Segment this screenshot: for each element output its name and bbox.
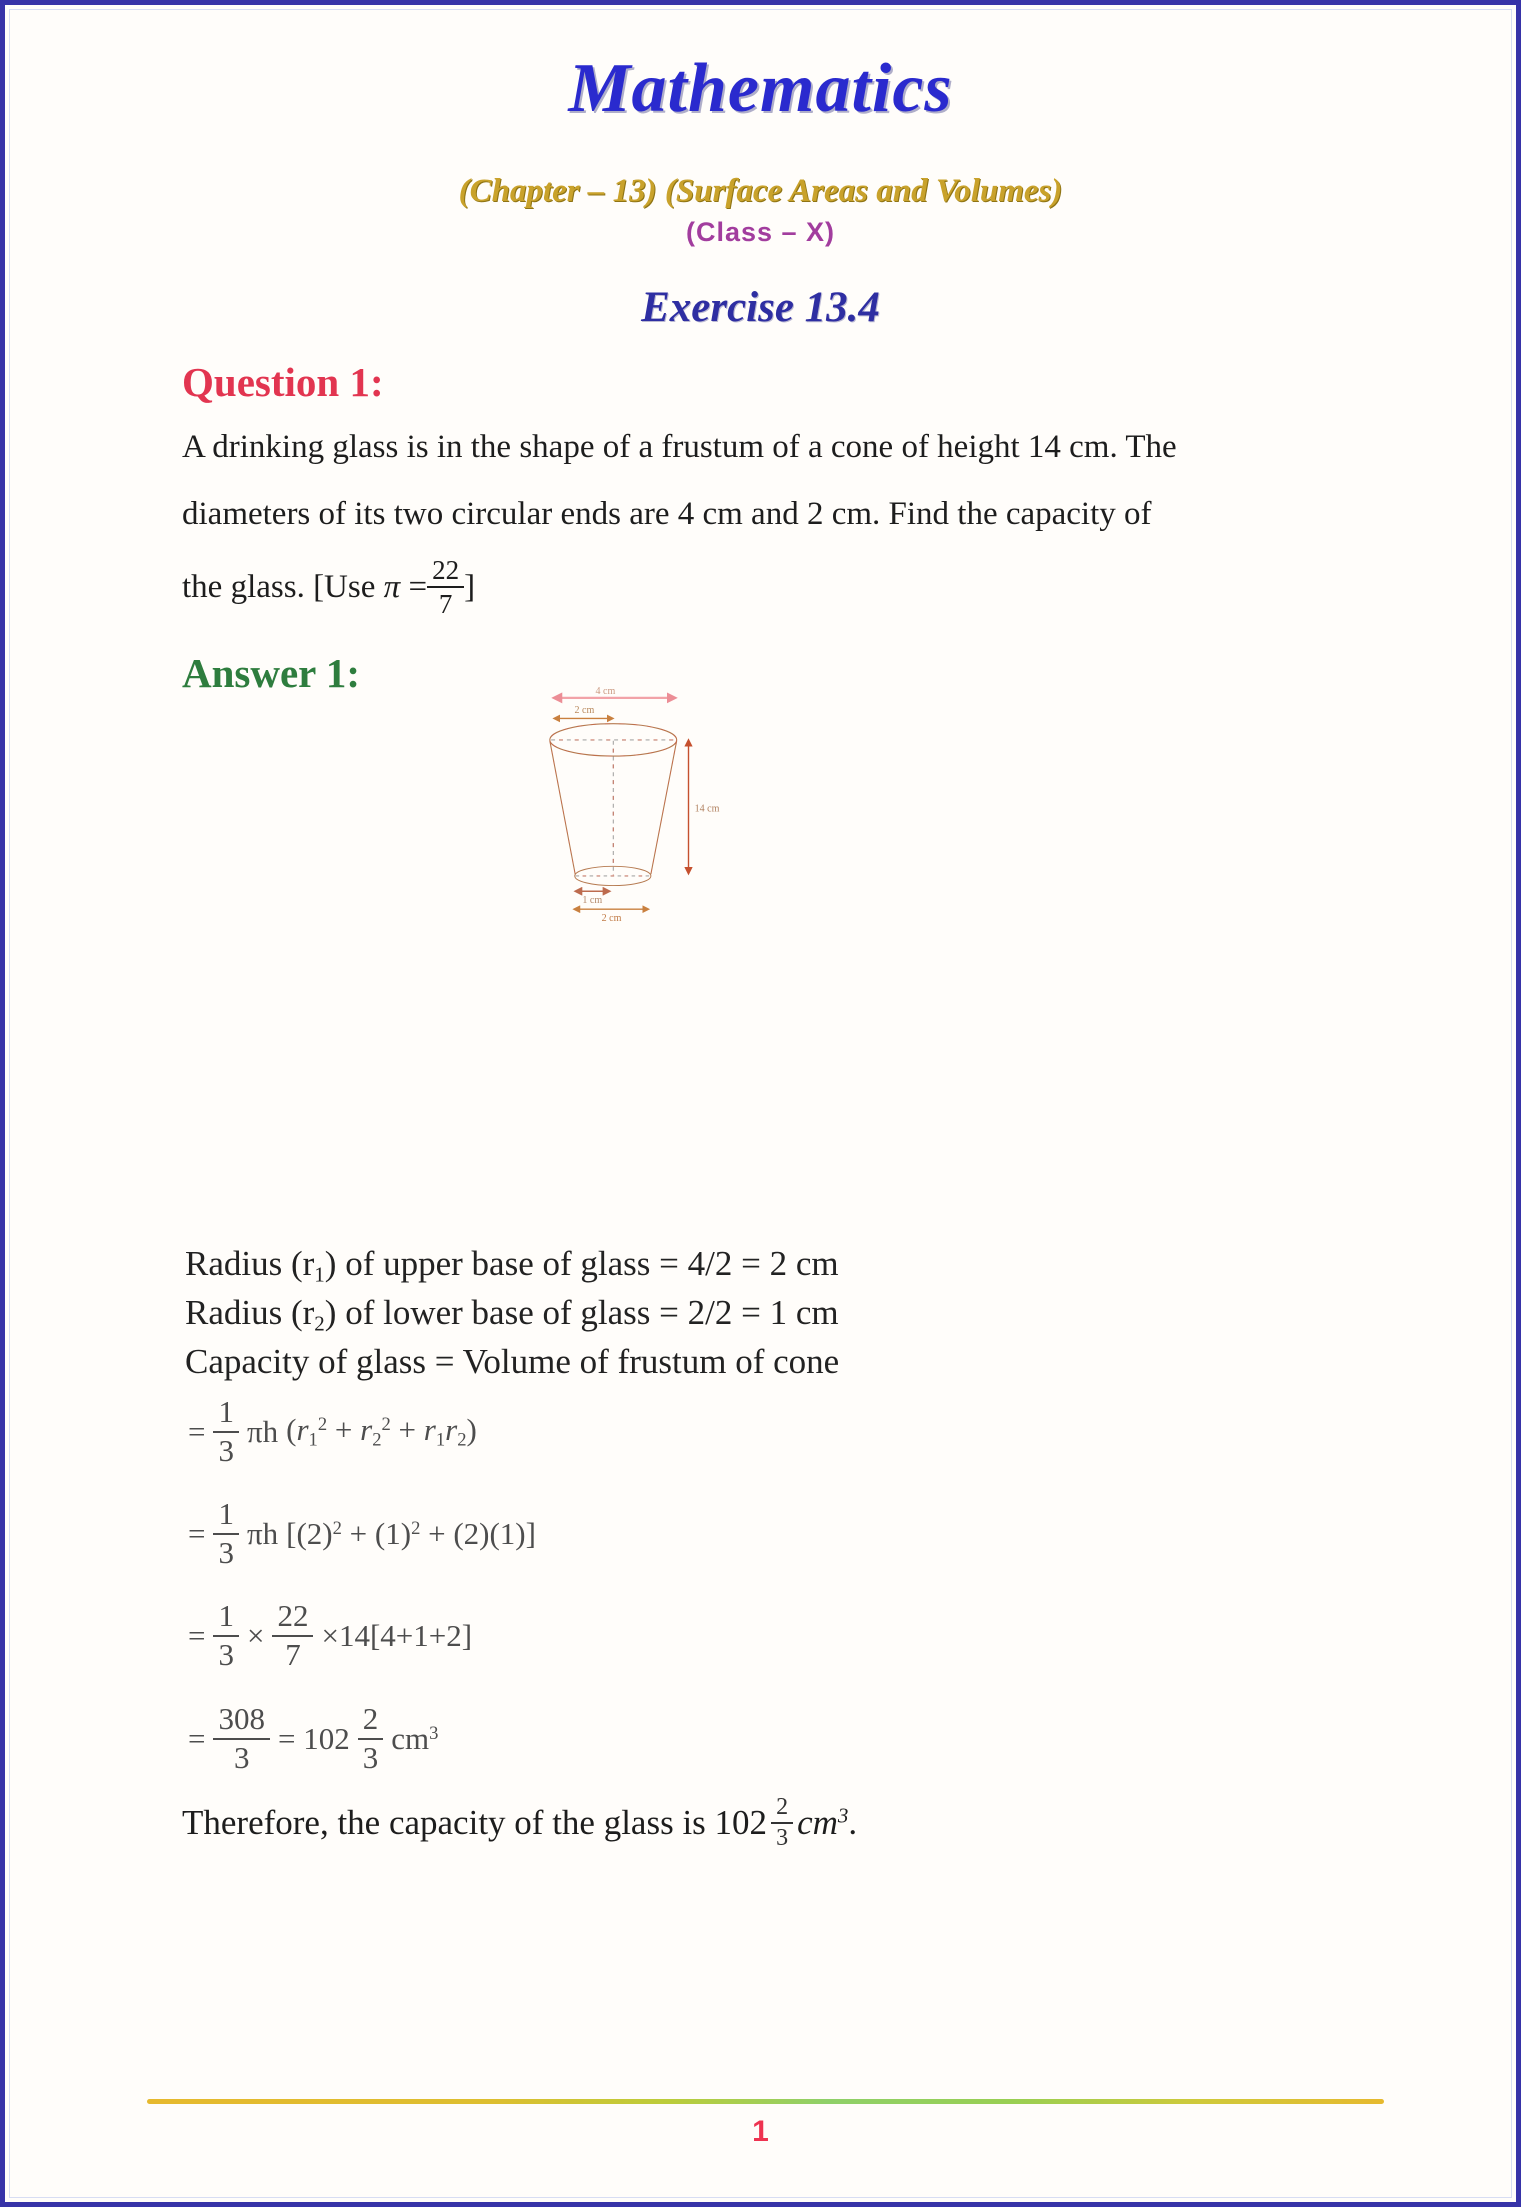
question-text-line-2: diameters of its two circular ends are 4 cm and 2 cm. Find the capacity of [182,496,1152,532]
equation-3-fraction-1-den: 3 [218,1636,234,1672]
equation-2-pih: πh [246,1515,279,1551]
solution-capacity-line: Capacity of glass = Volume of frustum of cone [185,1342,840,1381]
chapter-heading: (Chapter – 13) (Surface Areas and Volumes) [458,173,1063,209]
equation-1-equals: = [188,1413,206,1449]
equation-2-fraction-num: 1 [213,1498,239,1535]
close-bracket-text: ] [464,568,476,605]
page-number: 1 [752,2115,769,2148]
equation-3-fraction-2 [272,1600,313,1671]
equation-3-fraction-2-den: 7 [285,1636,301,1672]
equation-1 [188,1396,477,1467]
conclusion-fraction [771,1795,793,1851]
conclusion-text: Therefore, the capacity of the glass is 102 [182,1803,768,1843]
equation-4-equals: = [188,1720,206,1756]
conclusion-fraction-num: 2 [771,1795,793,1824]
equation-1-fraction [213,1396,239,1467]
equation-3-equals: = [188,1617,206,1653]
equation-2-fraction [213,1498,239,1569]
equation-3-tail: ×14[4+1+2] [321,1617,473,1653]
equation-4-fraction-2-den: 3 [362,1739,379,1775]
solution-radius1-line: Radius (r1) of upper base of glass = 4/2 = 2 cm [185,1244,839,1287]
solution-radius2-line: Radius (r2) of lower base of glass = 2/2 = 1 cm [185,1293,839,1336]
equation-4-fraction-1-num: 308 [213,1703,270,1740]
page-title: Mathematics [568,50,953,127]
top-diameter-label: 4 cm [595,685,616,697]
answer-label: Answer 1: [182,650,361,696]
equation-4-fraction-2-num: 2 [358,1703,384,1740]
equation-4-mid: = 102 [277,1720,350,1756]
pi-fraction [427,556,464,619]
pi-fraction-numerator: 22 [427,556,464,588]
equation-3-fraction-2-num: 22 [272,1600,313,1637]
equation-1-fraction-den: 3 [218,1432,234,1468]
footer-divider [147,2099,1384,2104]
equation-3-fraction-1 [213,1600,239,1671]
pi-fraction-denominator: 7 [438,589,453,620]
equation-2-fraction-den: 3 [218,1534,234,1570]
use-pi-text: the glass. [Use π = [182,568,428,605]
frustum-figure [545,680,965,1225]
height-label: 14 cm [694,803,720,815]
equation-1-fraction-num: 1 [213,1396,239,1433]
question-text-line-3 [182,556,475,619]
equation-2-body: $[(2)^2 + (1)^2 + (2)(1)]$ [286,1515,536,1551]
equation-3-fraction-1-num: 1 [213,1600,239,1637]
question-label: Question 1: [182,359,384,405]
conclusion-fraction-den: 3 [776,1825,789,1852]
equation-2-equals: = [188,1515,206,1551]
question-text-line-1: A drinking glass is in the shape of a frustum of a cone of height 14 cm. The [182,429,1177,465]
bottom-diameter-label: 2 cm [601,913,622,924]
class-heading: (Class – X) [685,217,836,247]
equation-3 [188,1600,472,1671]
equation-4 [188,1703,438,1774]
equation-1-pih: πh [246,1413,279,1449]
equation-4-fraction-1-den: 3 [233,1739,250,1775]
equation-3-times: × [246,1617,265,1653]
equation-1-body: $(r1^2 + r2^2 + r1r2)$ [286,1411,477,1451]
equation-4-fraction-1 [213,1703,270,1774]
frustum-figure-svg [545,680,965,1225]
conclusion-line [182,1795,857,1851]
conclusion-unit: $cm^3$. [797,1803,858,1843]
exercise-heading: Exercise 13.4 [641,284,880,331]
equation-4-unit: $cm^3$ [391,1720,439,1756]
bottom-radius-label: 1 cm [582,895,603,907]
equation-2 [188,1498,536,1569]
equation-4-fraction-2 [358,1703,384,1774]
top-radius-label: 2 cm [574,704,595,716]
